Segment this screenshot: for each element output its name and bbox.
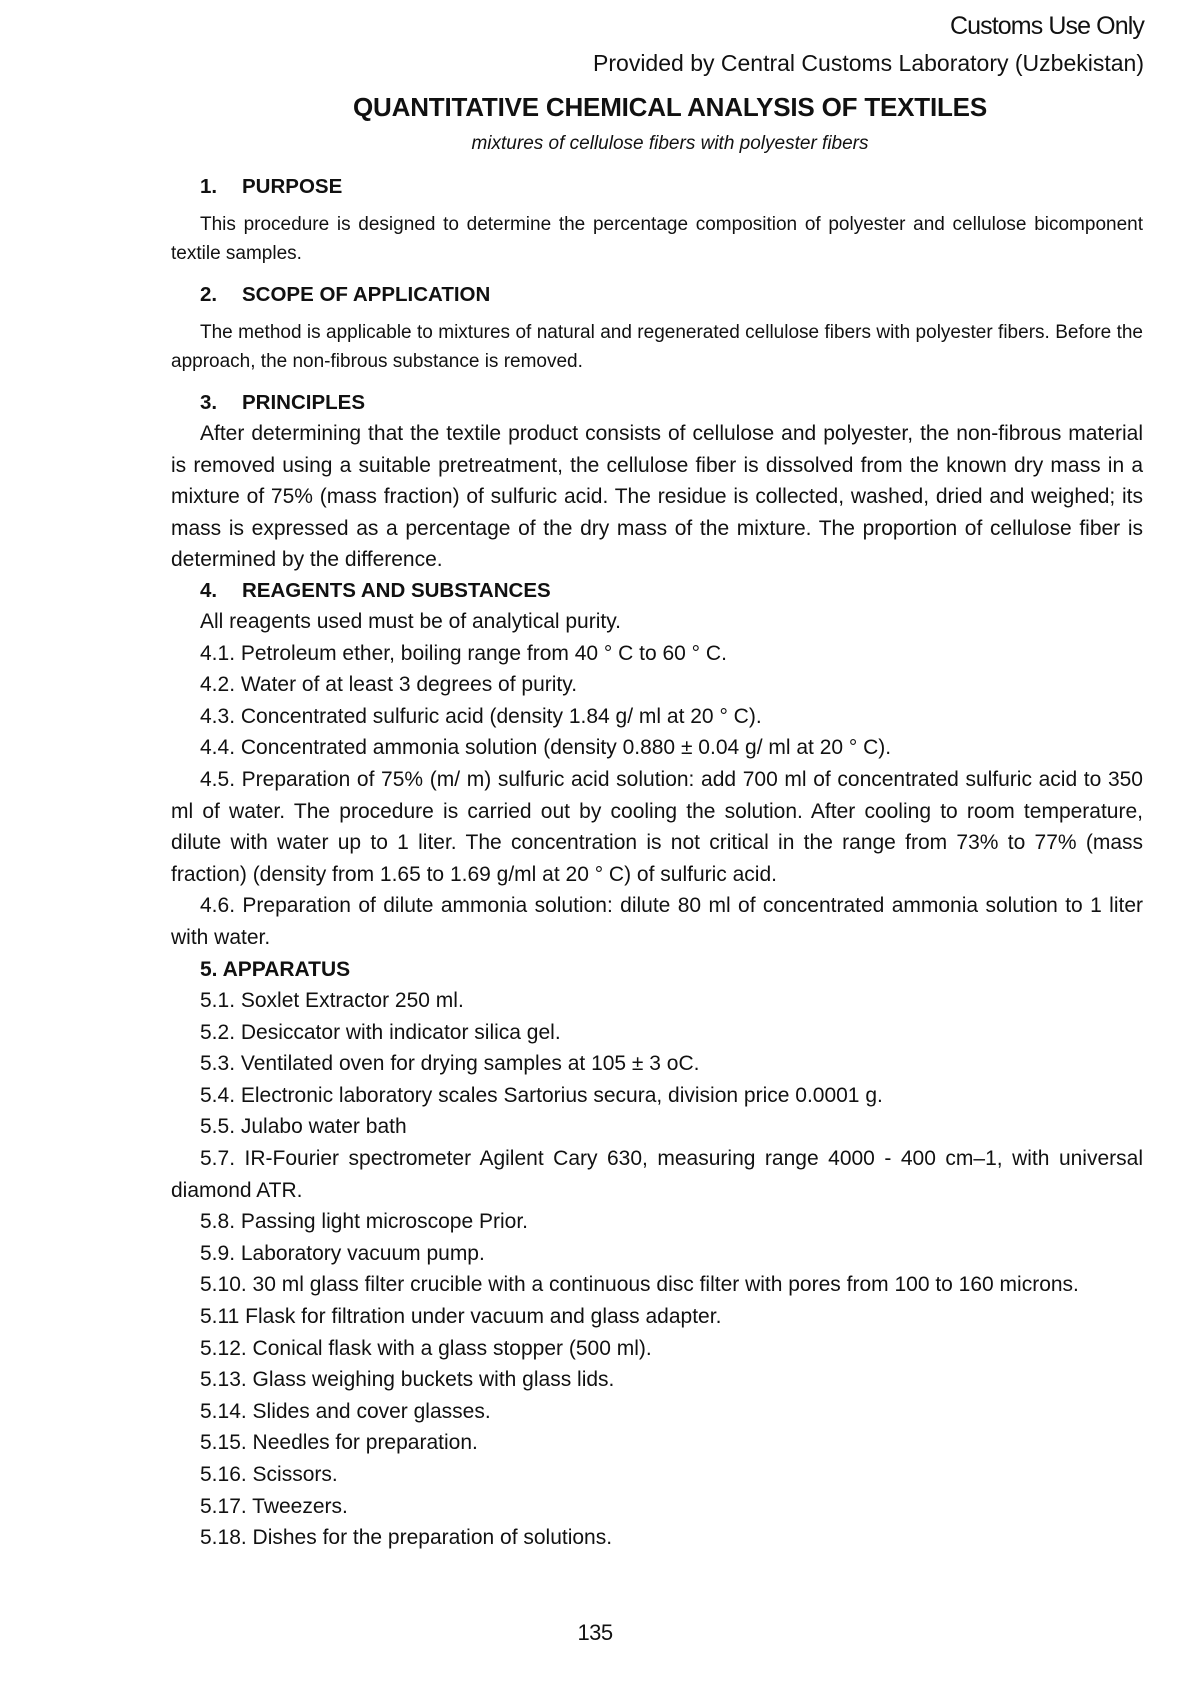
- apparatus-item: 5.10. 30 ml glass filter crucible with a continuous disc filter with pores from 100 to 160 microns.: [200, 1273, 1079, 1297]
- scope-paragraph: The method is applicable to mixtures of natural and regenerated cellulose fibers with polyester fibers. Before the approach, the non-fibrous substance is removed.: [171, 322, 1143, 372]
- provider-label: Provided by Central Customs Laboratory (Uzbekistan): [593, 50, 1144, 76]
- section-number: 1.: [200, 175, 218, 198]
- apparatus-item: 5.4. Electronic laboratory scales Sartorius secura, division price 0.0001 g.: [200, 1083, 883, 1107]
- apparatus-item: 5.17. Tweezers.: [200, 1494, 348, 1518]
- apparatus-item: 5.18. Dishes for the preparation of solutions.: [200, 1526, 613, 1550]
- section-title: PRINCIPLES: [242, 391, 366, 414]
- reagents-intro: All reagents used must be of analytical purity.: [200, 609, 621, 633]
- section-heading-scope: [171, 280, 1143, 310]
- section-heading-principles: [171, 388, 1143, 418]
- apparatus-item: 5.2. Desiccator with indicator silica gel.: [200, 1020, 561, 1044]
- section-number: 4.: [200, 578, 218, 602]
- apparatus-item: 5.14. Slides and cover glasses.: [200, 1399, 491, 1423]
- apparatus-item: 5.15. Needles for preparation.: [200, 1431, 478, 1455]
- apparatus-item: 5.7. IR-Fourier spectrometer Agilent Cary 630, measuring range 4000 - 400 cm–1, with universal diamond ATR.: [171, 1147, 1143, 1202]
- purpose-paragraph: This procedure is designed to determine the percentage composition of polyester and cellulose bicomponent textile samples.: [171, 214, 1143, 264]
- reagent-item: 4.5. Preparation of 75% (m/ m) sulfuric acid solution: add 700 ml of concentrated sulfuric acid to 350 ml of water. The procedure is carried out by cooling the solution. After cooling to room temperature, dilute with water up to 1 liter. The concentration is not critical in the range from 73% to 77% (mass fraction) (density from 1.65 to 1.69 g/ml at 20 ° C) of sulfuric acid.: [171, 767, 1143, 886]
- section-title: SCOPE OF APPLICATION: [242, 283, 491, 306]
- section-title: REAGENTS AND SUBSTANCES: [242, 578, 551, 602]
- apparatus-item: 5.8. Passing light microscope Prior.: [200, 1210, 528, 1234]
- apparatus-item: 5.11 Flask for filtration under vacuum and glass adapter.: [200, 1305, 722, 1329]
- document-subtitle: mixtures of cellulose fibers with polyester fibers: [471, 133, 869, 154]
- reagent-item: 4.3. Concentrated sulfuric acid (density 1.84 g/ ml at 20 ° C).: [200, 704, 762, 728]
- section-heading-apparatus: 5. APPARATUS: [200, 957, 351, 981]
- document-body: [171, 172, 1143, 1554]
- customs-use-label: Customs Use Only: [950, 12, 1144, 40]
- page-number: 135: [577, 1620, 613, 1645]
- reagent-item: 4.2. Water of at least 3 degrees of purity.: [200, 673, 578, 697]
- section-title: PURPOSE: [242, 175, 343, 198]
- apparatus-item: 5.12. Conical flask with a glass stopper (500 ml).: [200, 1336, 652, 1360]
- section-heading-purpose: [171, 172, 1143, 202]
- section-heading-reagents: [171, 576, 1143, 606]
- apparatus-item: 5.3. Ventilated oven for drying samples at 105 ± 3 oC.: [200, 1052, 700, 1076]
- apparatus-item: 5.16. Scissors.: [200, 1463, 338, 1486]
- apparatus-item: 5.9. Laboratory vacuum pump.: [200, 1241, 485, 1265]
- reagent-item: 4.6. Preparation of dilute ammonia solution: dilute 80 ml of concentrated ammonia solution to 1 liter with water.: [171, 894, 1143, 949]
- principles-paragraph: After determining that the textile product consists of cellulose and polyester, the non-fibrous material is removed using a suitable pretreatment, the cellulose fiber is dissolved from the known dry mass in a mixture of 75% (mass fraction) of sulfuric acid. The residue is collected, washed, dried and weighed; its mass is expressed as a percentage of the dry mass of the mixture. The proportion of cellulose fiber is determined by the difference.: [171, 422, 1143, 572]
- apparatus-item: 5.5. Julabo water bath: [200, 1115, 407, 1139]
- reagent-item: 4.1. Petroleum ether, boiling range from 40 ° C to 60 ° C.: [200, 641, 727, 665]
- apparatus-item: 5.13. Glass weighing buckets with glass lids.: [200, 1368, 615, 1392]
- document-title: QUANTITATIVE CHEMICAL ANALYSIS OF TEXTILES: [353, 92, 987, 122]
- section-number: 2.: [200, 283, 218, 306]
- section-number: 3.: [200, 391, 218, 414]
- reagent-item: 4.4. Concentrated ammonia solution (density 0.880 ± 0.04 g/ ml at 20 ° C).: [200, 736, 892, 760]
- apparatus-item: 5.1. Soxlet Extractor 250 ml.: [200, 989, 464, 1013]
